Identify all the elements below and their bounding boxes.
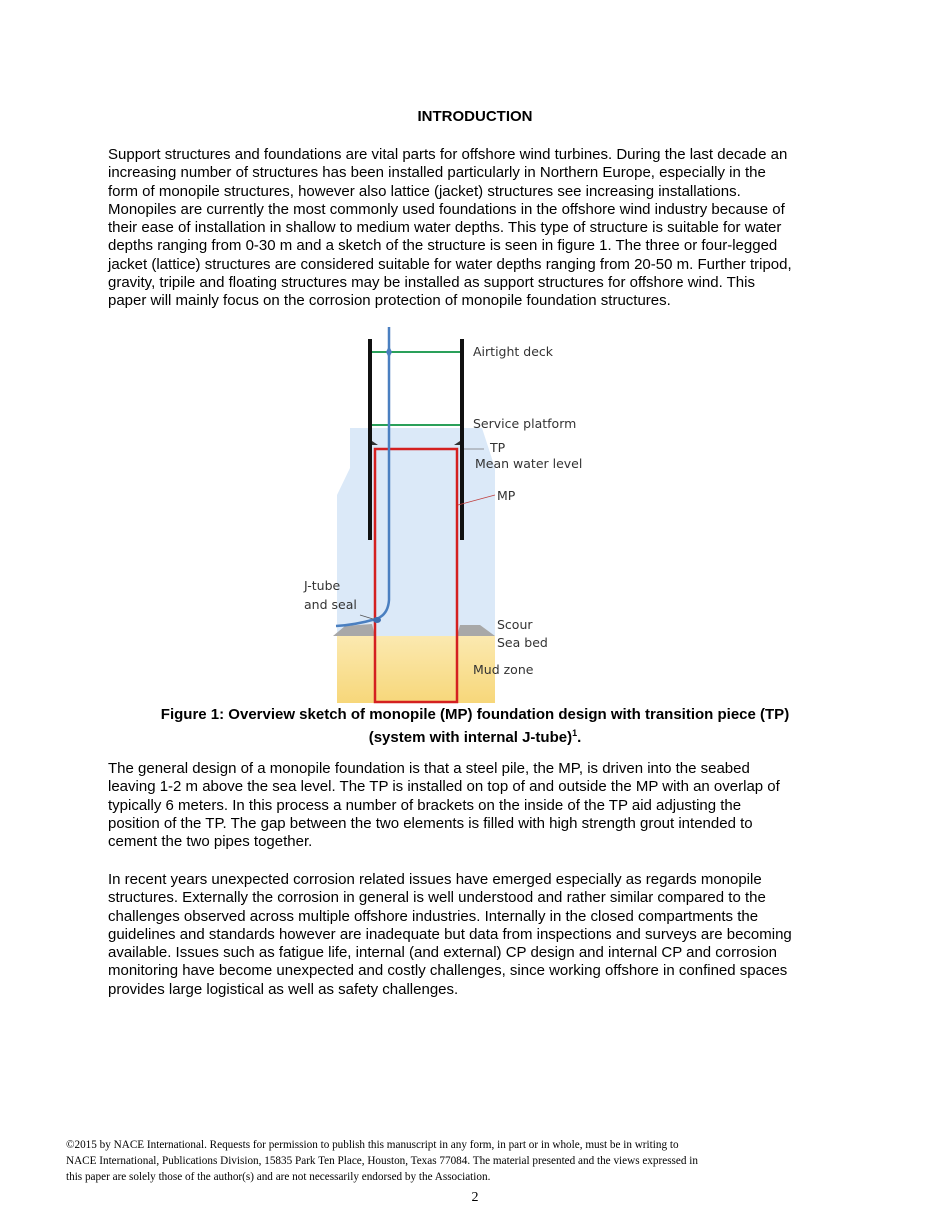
text-line: jacket (lattice) structures are considered suitable for water depths ranging from 20-50 m. Further tripod, [108, 255, 792, 273]
mud-zone-region [337, 636, 495, 703]
caption-line: Figure 1: Overview sketch of monopile (MP) foundation design with transition piece (TP) [160, 706, 790, 723]
copyright-footer [66, 1137, 698, 1185]
text-line: structures. Externally the corrosion in general is well understood and rather similar compared to the [108, 889, 766, 907]
text-line: increasing number of structures has been installed particularly in Northern Europe, especially in the [108, 164, 766, 182]
label-and-seal: and seal [304, 597, 357, 612]
text-line: cement the two pipes together. [108, 833, 313, 851]
citation-ref: 1 [572, 728, 578, 738]
text-line: Support structures and foundations are vital parts for offshore wind turbines. During the last decade an [108, 146, 788, 163]
text-line: typically 6 meters. In this process a number of brackets on the inside of the TP aid adjusting the [108, 796, 742, 814]
text-line: form of monopile structures, however also lattice (jacket) structures see increasing installations. [108, 182, 741, 200]
water-region [337, 428, 495, 636]
label-jtube: J-tube [304, 578, 341, 593]
text-line: Monopiles are currently the most commonly used foundations in the offshore wind industry because of [108, 200, 785, 218]
monopile-sketch [300, 325, 600, 710]
text-line: paper will mainly focus on the corrosion protection of monopile foundation structures. [108, 292, 671, 310]
label-sea-bed: Sea bed [497, 635, 548, 650]
text-line: provides large logistical as well as safety challenges. [108, 980, 459, 998]
text-line: depths ranging from 0-30 m and a sketch of the structure is seen in figure 1. The three or four-legged [108, 237, 778, 255]
text-line: In recent years unexpected corrosion related issues have emerged especially as regards monopile [108, 871, 762, 888]
footer-line: ©2015 by NACE International. Requests for permission to publish this manuscript in any form, in part or in whole, must be in writing to [66, 1139, 679, 1151]
label-scour: Scour [497, 617, 533, 632]
design-paragraph [108, 760, 868, 851]
text-line: challenges observed across multiple offshore industries. Internally in the closed compartments the [108, 907, 759, 925]
section-heading: INTRODUCTION [417, 108, 533, 125]
text-line: available. Issues such as fatigue life, internal (and external) CP design and internal CP and corrosion [108, 944, 778, 962]
label-mp: MP [497, 488, 516, 503]
text-line: gravity, tripile and floating structures may be installed as support structures for offshore wind. This [108, 274, 755, 292]
intro-paragraph [108, 146, 868, 311]
text-line: position of the TP. The gap between the two elements is filled with high strength grout intended to [108, 814, 753, 832]
label-mean-water-level: Mean water level [475, 456, 583, 471]
figure-caption [0, 706, 950, 747]
footer-line: this paper are solely those of the author(s) and are not necessarily endorsed by the Association. [66, 1171, 491, 1183]
text-line: The general design of a monopile foundation is that a steel pile, the MP, is driven into the seabed [108, 760, 750, 777]
text-line: guidelines and standards however are inadequate but data from inspections and surveys are becoming [108, 925, 792, 943]
label-tp: TP [490, 440, 506, 455]
label-service-platform: Service platform [473, 416, 577, 431]
footer-line: NACE International, Publications Division, 15835 Park Ten Place, Houston, Texas 77084. The material presented and the views expressed in [66, 1155, 698, 1167]
text-line: monitoring have become unexpected and costly challenges, since working offshore in confined spaces [108, 962, 788, 980]
caption-line: (system with internal J-tube) [368, 729, 573, 746]
page-number: 2 [471, 1190, 479, 1205]
text-line: leaving 1-2 m above the sea level. The TP is installed on top of and outside the MP with an overlap of [108, 778, 780, 796]
label-airtight-deck: Airtight deck [473, 344, 554, 359]
corrosion-paragraph [108, 871, 868, 999]
text-line: their ease of installation in shallow to medium water depths. This type of structure is suitable for water [108, 219, 782, 237]
caption-period: . [577, 729, 582, 746]
label-mud-zone: Mud zone [473, 662, 534, 677]
